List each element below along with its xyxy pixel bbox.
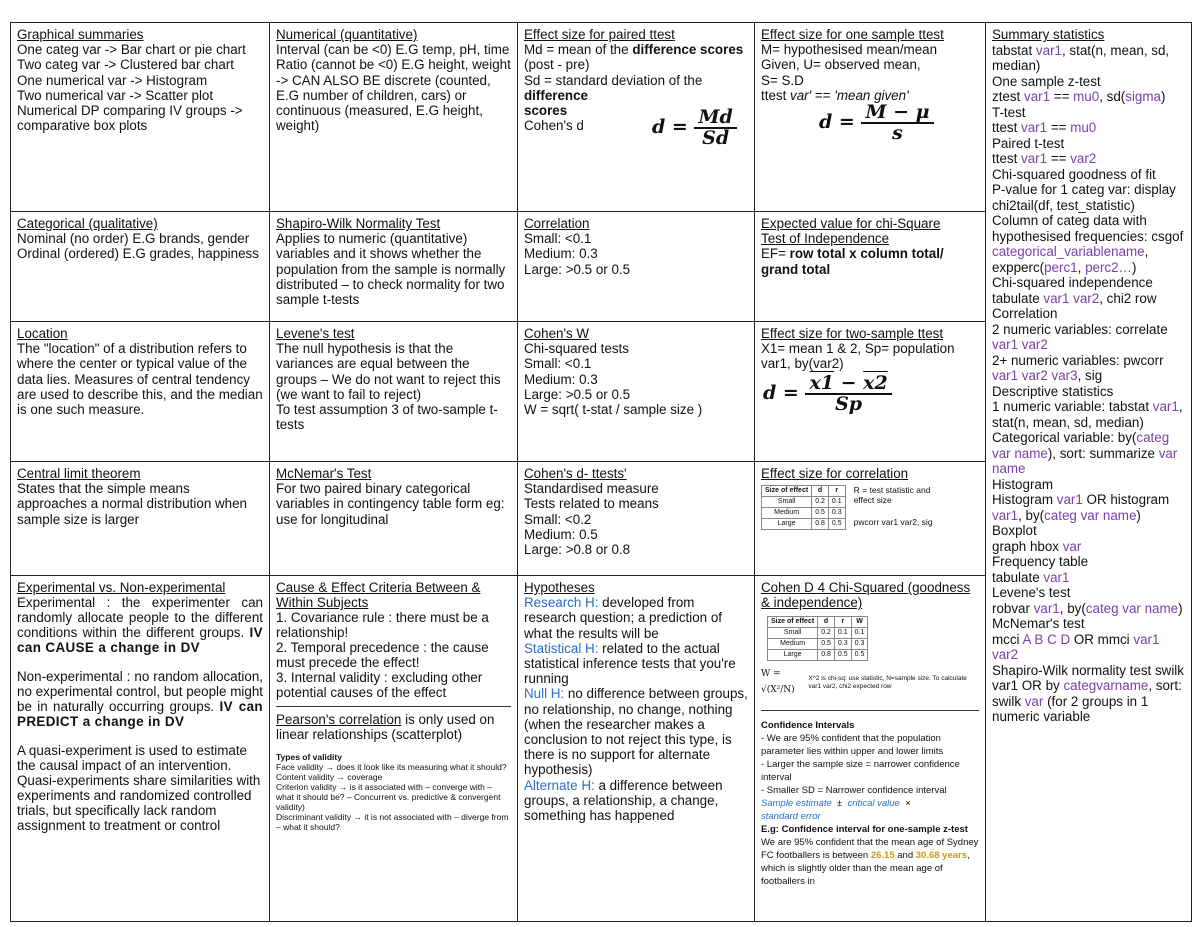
cell-body: The null hypothesis is that the variances are equal between the groups – We do not want to reject this (we want to fail to reject)	[276, 341, 501, 402]
table-cell: 0.2	[818, 628, 835, 639]
research-hypothesis: Research H: developed from research question; a prediction of what the results will be	[524, 595, 723, 641]
table-cell: 0.5	[834, 650, 851, 661]
summary-line: 2+ numeric variables: pwcorr var1 var2 var3, sig	[992, 352, 1164, 383]
criteria-item: 1. Covariance rule : there must be a relationship!	[276, 610, 489, 640]
summary-line: robvar var1, by(categ var name)	[992, 600, 1183, 616]
cell-line: Ordinal (ordered) E.G grades, happiness	[17, 246, 259, 262]
table-cell: 0.1	[834, 628, 851, 639]
table-header-cell: W	[851, 617, 868, 628]
cell-line: Ratio (cannot be <0) E.G height, weight	[276, 57, 511, 73]
summary-line: Chi-squared independence	[992, 275, 1153, 290]
table-header-cell: d	[812, 486, 829, 497]
summary-line: tabulate var1	[992, 569, 1070, 585]
cohen-d-chi-squared-cell	[754, 575, 986, 922]
summary-line: Histogram	[992, 476, 1054, 492]
table-cell: 0.5	[812, 508, 829, 519]
ci-example-title: E.g: Confidence interval for one-sample z-test	[761, 823, 968, 835]
table-cell: Large	[768, 650, 818, 661]
cell-title: Cohen D 4 Chi-Squared (goodness & independence)	[761, 580, 971, 611]
cell-title: Graphical summaries	[17, 27, 144, 42]
table-cell: 0.1	[851, 628, 868, 639]
ci-line: - We are 95% confident that the population parameter lies within upper and lower limits	[761, 732, 944, 757]
two-sample-d-equation: d = $\frac{x1 - x2}{Sp}$	[763, 376, 979, 412]
effect-size-table	[761, 485, 846, 530]
table-cell: 0.5	[818, 639, 835, 650]
central-limit-theorem-cell	[10, 461, 270, 576]
cell-title: Cause & Effect Criteria Between & Within Subjects	[276, 580, 481, 610]
summary-line: Shapiro-Wilk normality test swilk var1 OR by categvarname, sort: swilk var (for 2 groups in 1 numeric variable	[992, 662, 1184, 724]
pearson-note: Pearson's correlation is only used on linear relationships (scatterplot)	[276, 712, 495, 742]
summary-statistics-cell	[985, 22, 1192, 922]
experimental-paragraph: Experimental : the experimenter can randomly allocate people to the different conditions within the different groups. IV can CAUSE a change in DV	[17, 595, 263, 655]
graphical-summaries-cell	[10, 22, 270, 212]
effect-note: R = test statistic and effect size	[853, 485, 931, 506]
summary-line: mcci A B C D OR mmci var1 var2	[992, 631, 1160, 662]
table-cell: Small	[762, 497, 812, 508]
summary-line: Frequency table	[992, 554, 1089, 569]
paired-ttest-effect-cell	[517, 22, 755, 212]
table-row	[762, 497, 846, 508]
ci-title: Confidence Intervals	[761, 719, 855, 731]
cell-line: S= S.D	[761, 72, 804, 88]
cell-title: Numerical (quantitative)	[276, 27, 418, 42]
one-sample-d-equation: d = $\frac{M - \mu}{s}$	[819, 105, 979, 141]
cell-title: McNemar's Test	[276, 466, 372, 481]
cell-line: Two numerical var -> Scatter plot	[17, 87, 214, 103]
mcnemars-test-cell	[269, 461, 518, 576]
sd-definition: Sd = standard deviation of the difference scores	[524, 72, 703, 119]
validity-item: Criterion validity → is it associated with – converge with – what it should be? – Concurrent vs. predictive & convergent validity)	[276, 782, 501, 812]
cell-line: Standardised measure	[524, 481, 659, 497]
statistical-hypothesis: Statistical H: related to the actual statistical inference tests that you're running	[524, 640, 736, 687]
table-cell: 0.5	[828, 519, 845, 530]
cell-body: X1= mean 1 & 2, Sp= population var1, by(var2)	[761, 341, 955, 372]
cell-title: Effect size for one sample ttest	[761, 27, 944, 42]
summary-line: tabstat var1, stat(n, mean, sd, median)	[992, 42, 1170, 73]
summary-line: McNemar's test	[992, 616, 1085, 631]
cell-line: Large: >0.5 or 0.5	[524, 386, 631, 402]
summary-line: graph hbox var	[992, 538, 1082, 554]
cell-line: Large: >0.8 or 0.8	[524, 542, 631, 558]
cohens-w-cell	[517, 321, 755, 462]
cell-title: Experimental vs. Non-experimental	[17, 580, 226, 595]
cell-line: Medium: 0.3	[524, 371, 598, 387]
table-cell: 0.8	[818, 650, 835, 661]
cell-title: Effect size for paired ttest	[524, 27, 675, 42]
cell-title-2: Test of Independence	[761, 231, 890, 247]
cell-title: Hypotheses	[524, 580, 595, 595]
table-cell: 0.3	[851, 639, 868, 650]
cell-title: Categorical (qualitative)	[17, 216, 158, 231]
numerical-quantitative-cell	[269, 22, 518, 212]
cell-line: Given, U= observed mean,	[761, 57, 921, 73]
null-hypothesis: Null H: no difference between groups, no relationship, no change, nothing (when the researcher makes a conclusion to not reject this type, is there is no support for alternate hypothesis)	[524, 686, 748, 778]
cohens-d-equation: d = $\frac{Md}{Sd}$	[652, 110, 737, 146]
cell-body: For two paired binary categorical variables in contingency table form eg: use for longitudinal	[276, 481, 505, 527]
cell-title: Summary statistics	[992, 27, 1105, 42]
table-header-row	[762, 486, 846, 497]
quasi-experiment-paragraph: A quasi-experiment is used to estimate the causal impact of an intervention. Quasi-experiments share similarities with experiments and randomized controlled trials, but specifically lack random assignment to treatment or control	[17, 743, 261, 833]
summary-line: Histogram var1 OR histogram var1, by(categ var name)	[992, 492, 1170, 523]
validity-item: Content validity → coverage	[276, 772, 383, 782]
validity-title: Types of validity	[276, 752, 342, 762]
chi-squared-effect-table	[767, 616, 868, 661]
table-row	[768, 650, 868, 661]
cell-line: -> CAN ALSO BE discrete (counted, E.G number of children, cars) or continuous (measured, E.G height, weight)	[276, 72, 491, 134]
table-cell: 0.3	[828, 508, 845, 519]
cell-line: Numerical DP comparing IV groups -> comparative box plots	[17, 103, 243, 134]
summary-line: tabulate var1 var2, chi2 row	[992, 290, 1157, 306]
validity-item: Discriminant validity → it is not associated with – diverge from – what it should?	[276, 812, 509, 832]
table-header-cell: Size of effect	[768, 617, 818, 628]
summary-line: T-test	[992, 104, 1026, 120]
criteria-item: 3. Internal validity : excluding other potential causes of the effect	[276, 670, 483, 700]
summary-line: Descriptive statistics	[992, 383, 1114, 399]
cell-line: W = sqrt( t-stat / sample size )	[524, 402, 703, 418]
ci-line: - Larger the sample size = narrower confidence interval	[761, 758, 960, 783]
table-cell: 0.8	[812, 519, 829, 530]
table-header-cell: d	[818, 617, 835, 628]
categorical-qualitative-cell	[10, 211, 270, 322]
cell-title: Levene's test	[276, 326, 355, 341]
ci-formula-se: standard error	[761, 810, 821, 822]
cell-title: Location	[17, 326, 68, 341]
summary-line: Paired t-test	[992, 135, 1065, 151]
alternate-hypothesis: Alternate H: a difference between groups, a relationship, a change, something has happened	[524, 777, 723, 824]
table-row	[762, 519, 846, 530]
summary-line: ttest var1 == mu0	[992, 120, 1097, 135]
summary-line: Correlation	[992, 306, 1058, 321]
divider	[761, 710, 979, 711]
w-formula-note: X^2 is chi-sq: use statistic, N=sample size. To calculate var1 var2, chi2 expected row	[808, 674, 967, 690]
summary-line: One sample z-test	[992, 73, 1101, 89]
cell-line: Small: <0.2	[524, 511, 592, 527]
shapiro-wilk-cell	[269, 211, 518, 322]
two-sample-ttest-effect-cell	[754, 321, 986, 462]
summary-line: 2 numeric variables: correlate var1 var2	[992, 321, 1168, 352]
cell-line: Chi-squared tests	[524, 341, 629, 357]
correlation-cell	[517, 211, 755, 322]
hypotheses-cell	[517, 575, 755, 922]
cell-body-2: To test assumption 3 of two-sample t-tests	[276, 402, 498, 433]
divider	[276, 706, 511, 707]
table-cell: 0.5	[851, 650, 868, 661]
table-cell: 0.1	[828, 497, 845, 508]
table-cell: Small	[768, 628, 818, 639]
summary-items	[992, 43, 1185, 725]
cohens-d-label: Cohen's d	[524, 118, 584, 134]
expected-value-chi-square-cell	[754, 211, 986, 322]
one-sample-ttest-effect-cell	[754, 22, 986, 212]
cell-body: Applies to numeric (quantitative) variables and it shows whether the population from the sample is normally distributed – to check normality for two sample t-tests	[276, 231, 506, 308]
cell-line: Two categ var -> Clustered bar chart	[17, 57, 234, 73]
cell-body: The "location" of a distribution refers to where the center or typical value of the data lies. Measures of central tendency are used to describe this, and the median is one such measure.	[17, 341, 263, 418]
location-cell	[10, 321, 270, 462]
summary-line: ttest var1 == var2	[992, 151, 1097, 166]
summary-line: Levene's test	[992, 585, 1071, 600]
cell-line: Small: <0.1	[524, 356, 592, 372]
cell-title: Effect size for correlation	[761, 466, 909, 481]
criteria-item: 2. Temporal precedence : the cause must precede the effect!	[276, 640, 489, 670]
table-cell: Medium	[762, 508, 812, 519]
cell-line: M= hypothesised mean/mean	[761, 42, 938, 58]
ci-formula: Sample estimate ± critical value ×	[761, 797, 911, 809]
cell-line: Small: <0.1	[524, 231, 592, 247]
cell-line: Medium: 0.3	[524, 246, 598, 262]
levenes-test-cell	[269, 321, 518, 462]
non-experimental-paragraph: Non-experimental : no random allocation, no experimental control, but people might be in naturally occurring groups. IV can PREDICT a change in DV	[17, 669, 263, 729]
table-row	[768, 628, 868, 639]
cell-line: Medium: 0.5	[524, 526, 598, 542]
summary-line: Boxplot	[992, 523, 1037, 538]
cell-line: Nominal (no order) E.G brands, gender	[17, 231, 250, 247]
w-formula: W = √(X²/N)	[761, 669, 795, 695]
validity-item: Face validity → does it look like its measuring what it should?	[276, 762, 507, 772]
cell-line: Interval (can be <0) E.G temp, pH, time	[276, 42, 510, 58]
table-cell: Large	[762, 519, 812, 530]
cohens-d-ttests-cell	[517, 461, 755, 576]
cell-title: Shapiro-Wilk Normality Test	[276, 216, 441, 231]
summary-line: Chi-squared goodness of fit	[992, 166, 1156, 182]
cell-title: Cohen's W	[524, 326, 590, 341]
ci-example: We are 95% confident that the mean age of Sydney FC footballers is between 26.15 and 30.68 years, which is slightly older than the mean age of footballers in	[761, 836, 979, 887]
md-definition: Md = mean of the difference scores (post - pre)	[524, 42, 744, 73]
table-cell: 0.3	[834, 639, 851, 650]
effect-size-correlation-cell	[754, 461, 986, 576]
summary-line: ztest var1 == mu0, sd(sigma)	[992, 89, 1166, 104]
ttest-command: ttest var' == 'mean given'	[761, 87, 909, 103]
table-row	[762, 508, 846, 519]
summary-line: 1 numeric variable: tabstat var1, stat(n, mean, sd, median)	[992, 399, 1183, 430]
effect-note-command: pwcorr var1 var2, sig	[853, 517, 933, 528]
ci-line: - Smaller SD = Narrower confidence interval	[761, 784, 947, 796]
cell-line: Large: >0.5 or 0.5	[524, 261, 631, 277]
cell-title: Central limit theorem	[17, 466, 141, 481]
cell-title: Expected value for chi-Square	[761, 216, 941, 231]
table-cell: Medium	[768, 639, 818, 650]
ef-formula: EF= row total x column total/ grand total	[761, 246, 944, 277]
cause-effect-cell	[269, 575, 518, 922]
cheat-sheet	[10, 22, 1192, 922]
summary-line: P-value for 1 categ var: display chi2tail(df, test_statistic)	[992, 182, 1176, 213]
summary-line: Column of categ data with hypothesised frequencies: csgof categorical_variablename, expperc(perc1, perc2…)	[992, 213, 1184, 275]
table-header-cell: r	[834, 617, 851, 628]
summary-line: Categorical variable: by(categ var name), sort: summarize var name	[992, 430, 1178, 476]
cell-title: Cohen's d- ttests'	[524, 466, 627, 481]
cell-line: One numerical var -> Histogram	[17, 72, 208, 88]
cell-body: States that the simple means approaches a normal distribution when sample size is larger	[17, 481, 248, 527]
cell-line: Tests related to means	[524, 496, 659, 512]
table-header-cell: Size of effect	[762, 486, 812, 497]
table-row	[768, 639, 868, 650]
cell-title: Effect size for two-sample ttest	[761, 326, 944, 341]
experimental-cell	[10, 575, 270, 922]
table-header-row	[768, 617, 868, 628]
table-header-cell: r	[828, 486, 845, 497]
cell-line: One categ var -> Bar chart or pie chart	[17, 42, 246, 58]
cell-title: Correlation	[524, 216, 590, 231]
table-cell: 0.2	[812, 497, 829, 508]
